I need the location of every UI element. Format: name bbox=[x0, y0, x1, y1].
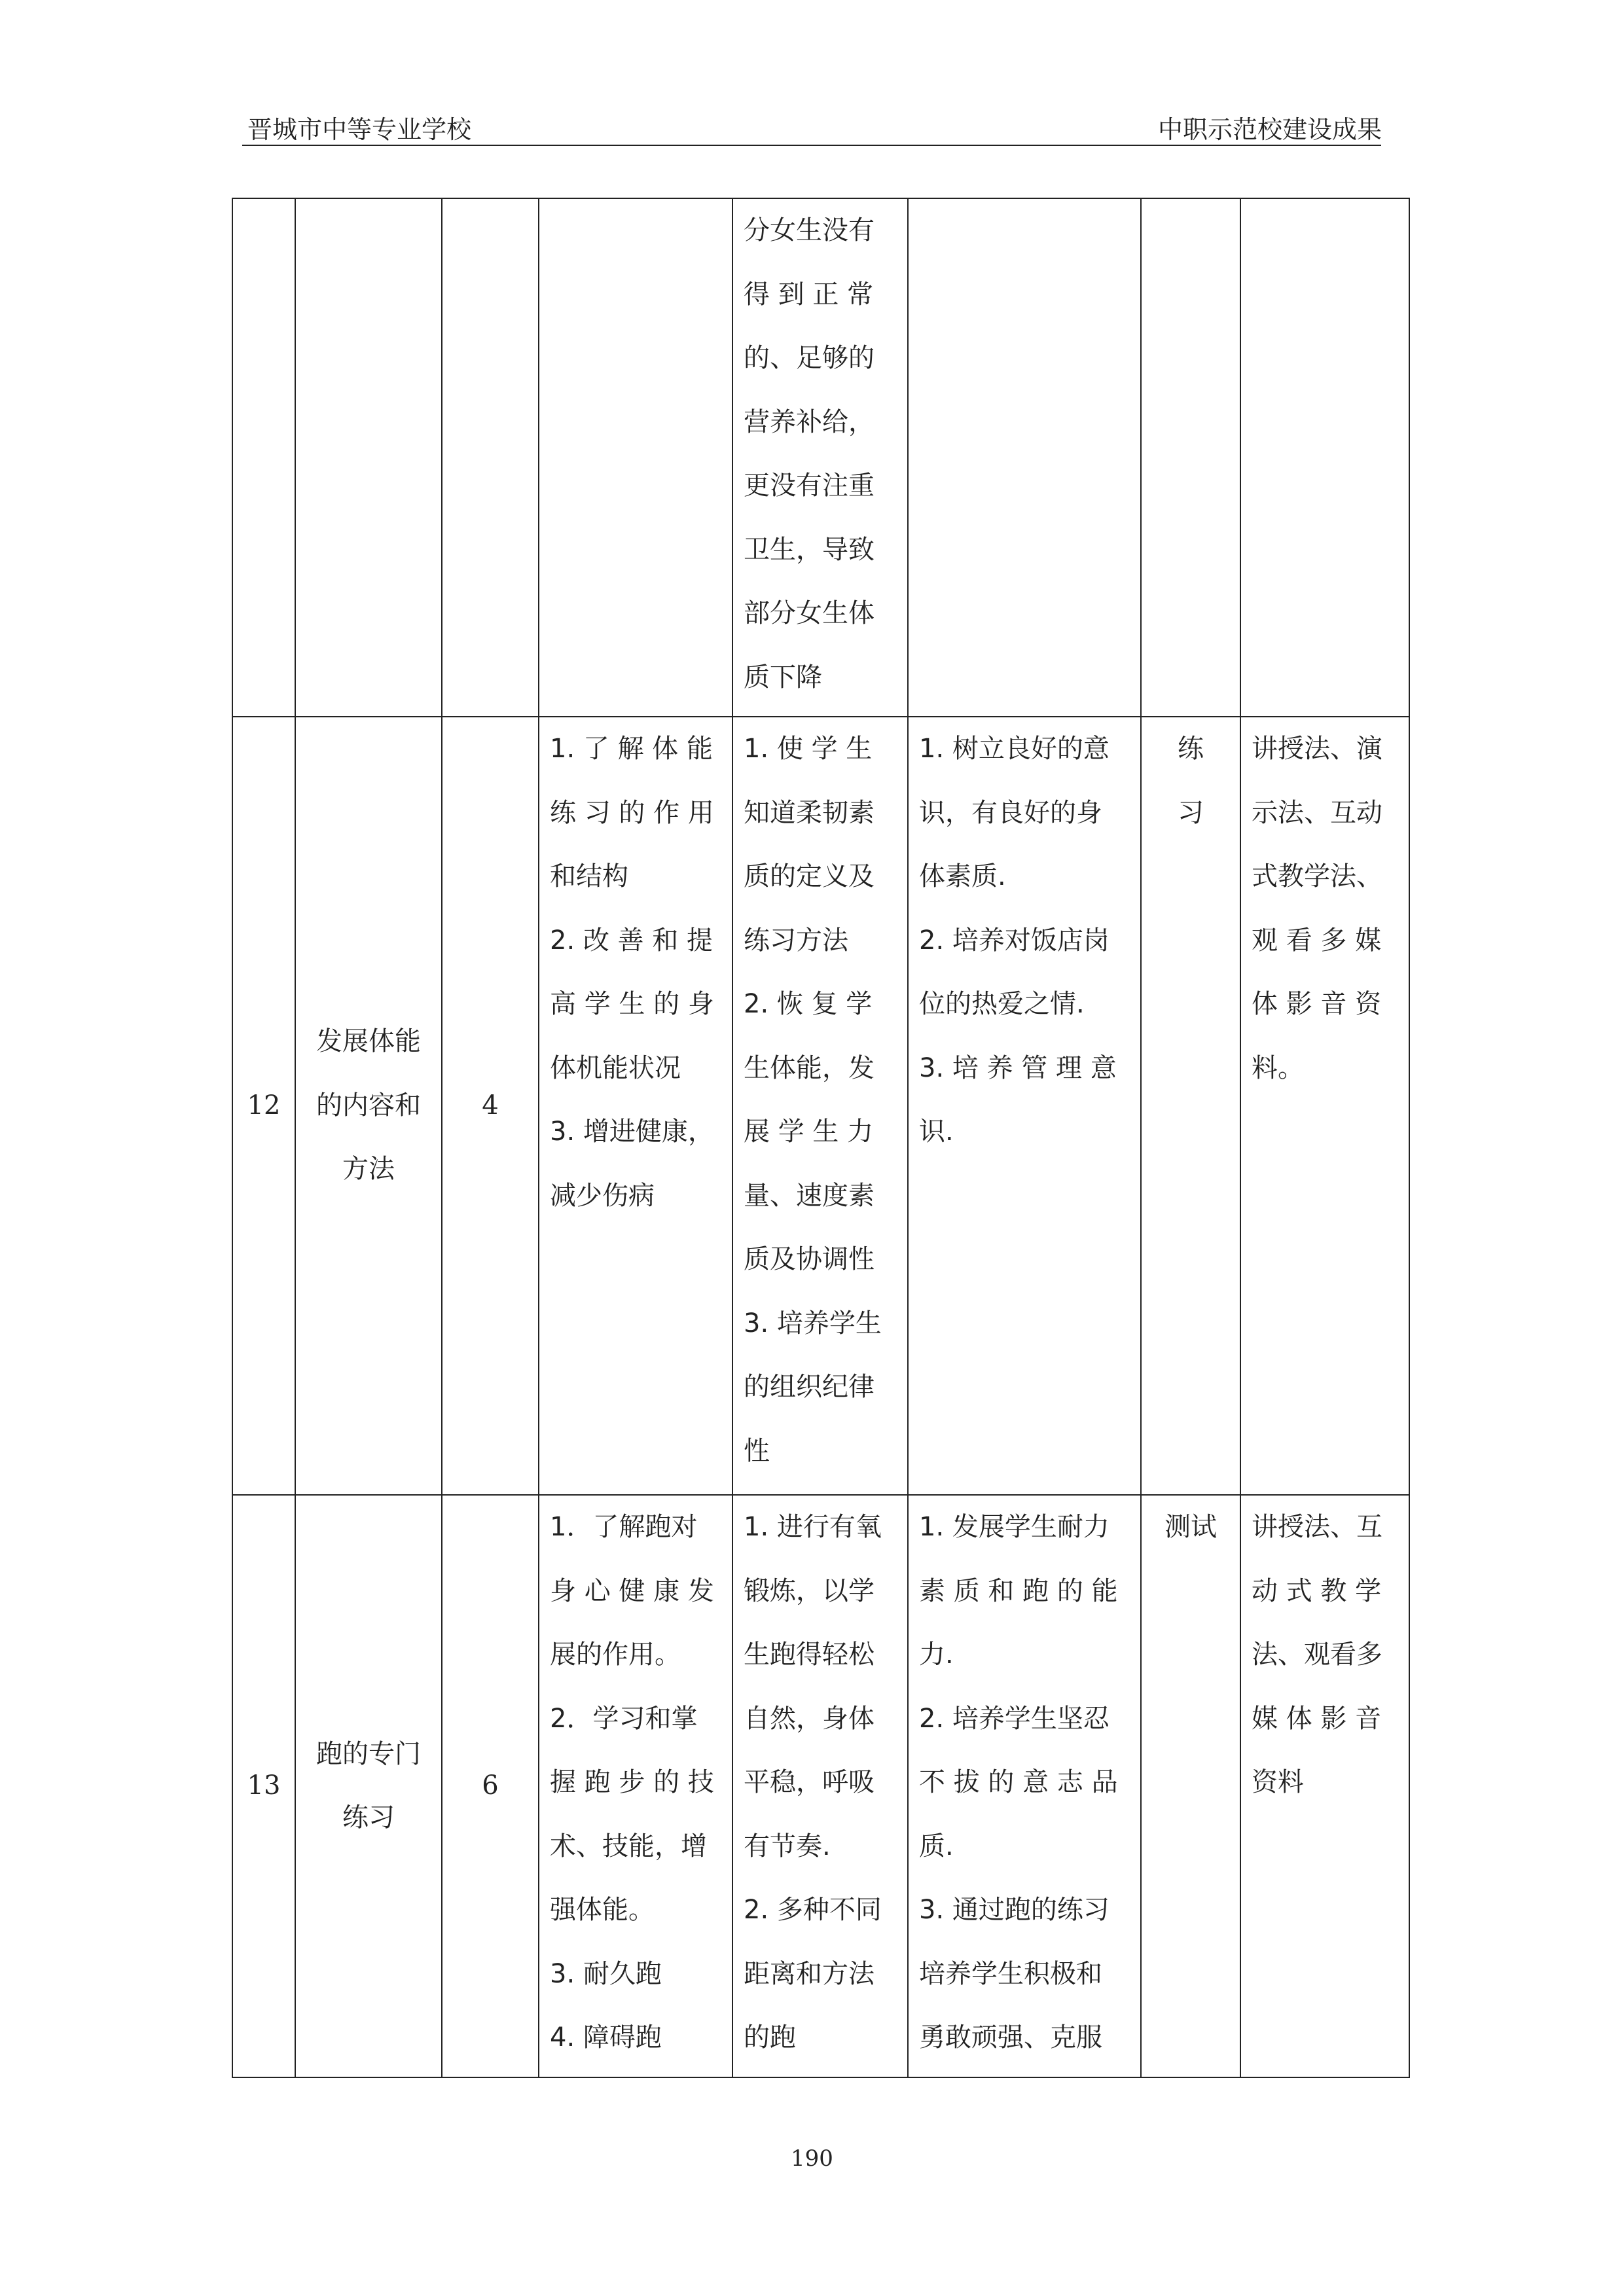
cell-quality-goals bbox=[908, 1495, 1141, 2077]
cell-line: 更没有注重 bbox=[744, 471, 875, 501]
cell-line: 部分女生体 bbox=[744, 598, 875, 628]
cell-line: 平稳，呼吸 bbox=[744, 1767, 875, 1797]
table-row bbox=[232, 717, 1409, 1495]
cell-hours bbox=[442, 198, 539, 717]
cell-hours: 6 bbox=[442, 1495, 539, 2077]
cell-line: 不 拔 的 意 志 品 bbox=[919, 1767, 1118, 1797]
cell-line: 1. 树立良好的意 bbox=[919, 734, 1110, 764]
cell-line: 距离和方法 bbox=[744, 1958, 875, 1989]
cell-line: 减少伤病 bbox=[550, 1180, 655, 1211]
cell-line: 营养补给， bbox=[744, 406, 875, 437]
cell-key-points bbox=[732, 198, 908, 717]
cell-line: 料。 bbox=[1252, 1052, 1304, 1083]
cell-line: 的、足够的 bbox=[744, 343, 875, 373]
cell-line: 自然，身体 bbox=[744, 1703, 875, 1734]
cell-key-points bbox=[732, 717, 908, 1495]
cell-line: 识，有良好的身 bbox=[919, 797, 1102, 828]
curriculum-table bbox=[232, 198, 1410, 2078]
cell-line: 2. 培养学生坚忍 bbox=[919, 1703, 1110, 1734]
page-number: 190 bbox=[791, 2145, 833, 2172]
cell-assessment bbox=[1141, 717, 1240, 1495]
cell-line: 质的定义及 bbox=[744, 861, 875, 891]
cell-line: 体 影 音 资 bbox=[1252, 989, 1382, 1019]
cell-topic bbox=[295, 1495, 442, 2077]
cell-methods bbox=[1240, 198, 1409, 717]
cell-assessment bbox=[1141, 198, 1240, 717]
cell-line: 知道柔韧素 bbox=[744, 797, 875, 828]
cell-line: 身 心 健 康 发 bbox=[550, 1575, 714, 1606]
cell-number: 12 bbox=[232, 717, 295, 1495]
cell-line: 力. bbox=[919, 1640, 954, 1670]
cell-methods bbox=[1240, 1495, 1409, 2077]
cell-line: 1. 进行有氧 bbox=[744, 1512, 882, 1542]
cell-line: 培养学生积极和 bbox=[919, 1958, 1102, 1989]
cell-line: 勇敢顽强、克服 bbox=[919, 2022, 1102, 2053]
cell-line: 法、观看多 bbox=[1252, 1640, 1382, 1670]
cell-line: 讲授法、演 bbox=[1252, 734, 1382, 764]
cell-line: 术、技能，增 bbox=[550, 1831, 707, 1861]
cell-line: 量、速度素 bbox=[744, 1180, 875, 1211]
cell-line: 2. 改 善 和 提 bbox=[550, 925, 713, 956]
cell-line: 资料 bbox=[1252, 1767, 1304, 1797]
cell-line: 有节奏. bbox=[744, 1831, 831, 1861]
cell-hours: 4 bbox=[442, 717, 539, 1495]
cell-line: 示法、互动 bbox=[1252, 797, 1382, 828]
cell-line: 3. 通过跑的练习 bbox=[919, 1895, 1110, 1925]
cell-line: 的内容和 bbox=[316, 1090, 421, 1121]
cell-key-points bbox=[732, 1495, 908, 2077]
cell-line: 3. 培养学生 bbox=[744, 1308, 882, 1338]
cell-line: 2. 多种不同 bbox=[744, 1895, 882, 1925]
cell-line: 测试 bbox=[1164, 1512, 1217, 1542]
cell-line: 练习方法 bbox=[744, 925, 848, 956]
cell-line: 媒 体 影 音 bbox=[1252, 1703, 1382, 1734]
cell-teaching-goals bbox=[539, 1495, 732, 2077]
cell-line: 4. 障碍跑 bbox=[550, 2022, 662, 2053]
cell-topic bbox=[295, 198, 442, 717]
cell-line: 2. 培养对饭店岗 bbox=[919, 925, 1110, 956]
cell-line: 式教学法、 bbox=[1252, 861, 1382, 891]
cell-line: 质. bbox=[919, 1831, 954, 1861]
table-row bbox=[232, 198, 1409, 717]
cell-quality-goals bbox=[908, 198, 1141, 717]
cell-line: 1. 使 学 生 bbox=[744, 734, 873, 764]
header-school-name: 晋城市中等专业学校 bbox=[247, 115, 472, 144]
cell-line: 观 看 多 媒 bbox=[1252, 925, 1382, 956]
cell-line: 和结构 bbox=[550, 861, 628, 891]
cell-line: 素 质 和 跑 的 能 bbox=[919, 1575, 1118, 1606]
cell-line: 展 学 生 力 bbox=[744, 1117, 874, 1147]
cell-line: 1. 发展学生耐力 bbox=[919, 1512, 1110, 1542]
cell-quality-goals bbox=[908, 717, 1141, 1495]
cell-line: 强体能。 bbox=[550, 1895, 655, 1925]
cell-methods bbox=[1240, 717, 1409, 1495]
cell-number: 13 bbox=[232, 1495, 295, 2077]
cell-line: 锻炼，以学 bbox=[744, 1575, 875, 1606]
cell-line: 得 到 正 常 bbox=[744, 279, 874, 310]
cell-line: 体机能状况 bbox=[550, 1052, 681, 1083]
header-document-title: 中职示范校建设成果 bbox=[1157, 115, 1382, 144]
cell-line: 3. 培 养 管 理 意 bbox=[919, 1052, 1117, 1083]
cell-line: 的跑 bbox=[744, 2022, 796, 2053]
cell-topic bbox=[295, 717, 442, 1495]
cell-line: 质及协调性 bbox=[744, 1244, 875, 1274]
cell-line: 质下降 bbox=[744, 662, 822, 692]
cell-line: 练 习 的 作 用 bbox=[550, 797, 714, 828]
cell-line: 讲授法、互 bbox=[1252, 1512, 1382, 1542]
cell-line: 跑的专门 bbox=[316, 1738, 421, 1769]
cell-line: 2．学习和掌 bbox=[550, 1703, 698, 1734]
table-row bbox=[232, 1495, 1409, 2077]
cell-line: 3. 耐久跑 bbox=[550, 1958, 662, 1989]
cell-assessment bbox=[1141, 1495, 1240, 2077]
cell-line: 3. 增进健康， bbox=[550, 1117, 714, 1147]
cell-line: 习 bbox=[1178, 797, 1204, 828]
cell-line: 展的作用。 bbox=[550, 1640, 681, 1670]
header-rule bbox=[242, 145, 1381, 146]
cell-line: 1. 了 解 体 能 bbox=[550, 734, 713, 764]
cell-line: 生体能，发 bbox=[744, 1052, 875, 1083]
cell-line: 分女生没有 bbox=[744, 215, 875, 245]
cell-line: 握 跑 步 的 技 bbox=[550, 1767, 714, 1797]
cell-line: 的组织纪律 bbox=[744, 1372, 875, 1402]
cell-line: 1．了解跑对 bbox=[550, 1512, 698, 1542]
cell-number bbox=[232, 198, 295, 717]
cell-line: 2. 恢 复 学 bbox=[744, 989, 873, 1019]
cell-teaching-goals bbox=[539, 198, 732, 717]
cell-line: 识. bbox=[919, 1117, 954, 1147]
cell-line: 卫生，导致 bbox=[744, 534, 875, 565]
cell-line: 方法 bbox=[342, 1154, 395, 1185]
cell-line: 性 bbox=[744, 1435, 770, 1466]
cell-line: 动 式 教 学 bbox=[1252, 1575, 1382, 1606]
cell-line: 位的热爱之情. bbox=[919, 989, 1085, 1019]
cell-line: 高 学 生 的 身 bbox=[550, 989, 714, 1019]
cell-line: 练 bbox=[1178, 734, 1204, 764]
cell-line: 发展体能 bbox=[316, 1026, 421, 1057]
cell-line: 生跑得轻松 bbox=[744, 1640, 875, 1670]
cell-teaching-goals bbox=[539, 717, 732, 1495]
cell-line: 练习 bbox=[342, 1803, 395, 1833]
cell-line: 体素质. bbox=[919, 861, 1006, 891]
